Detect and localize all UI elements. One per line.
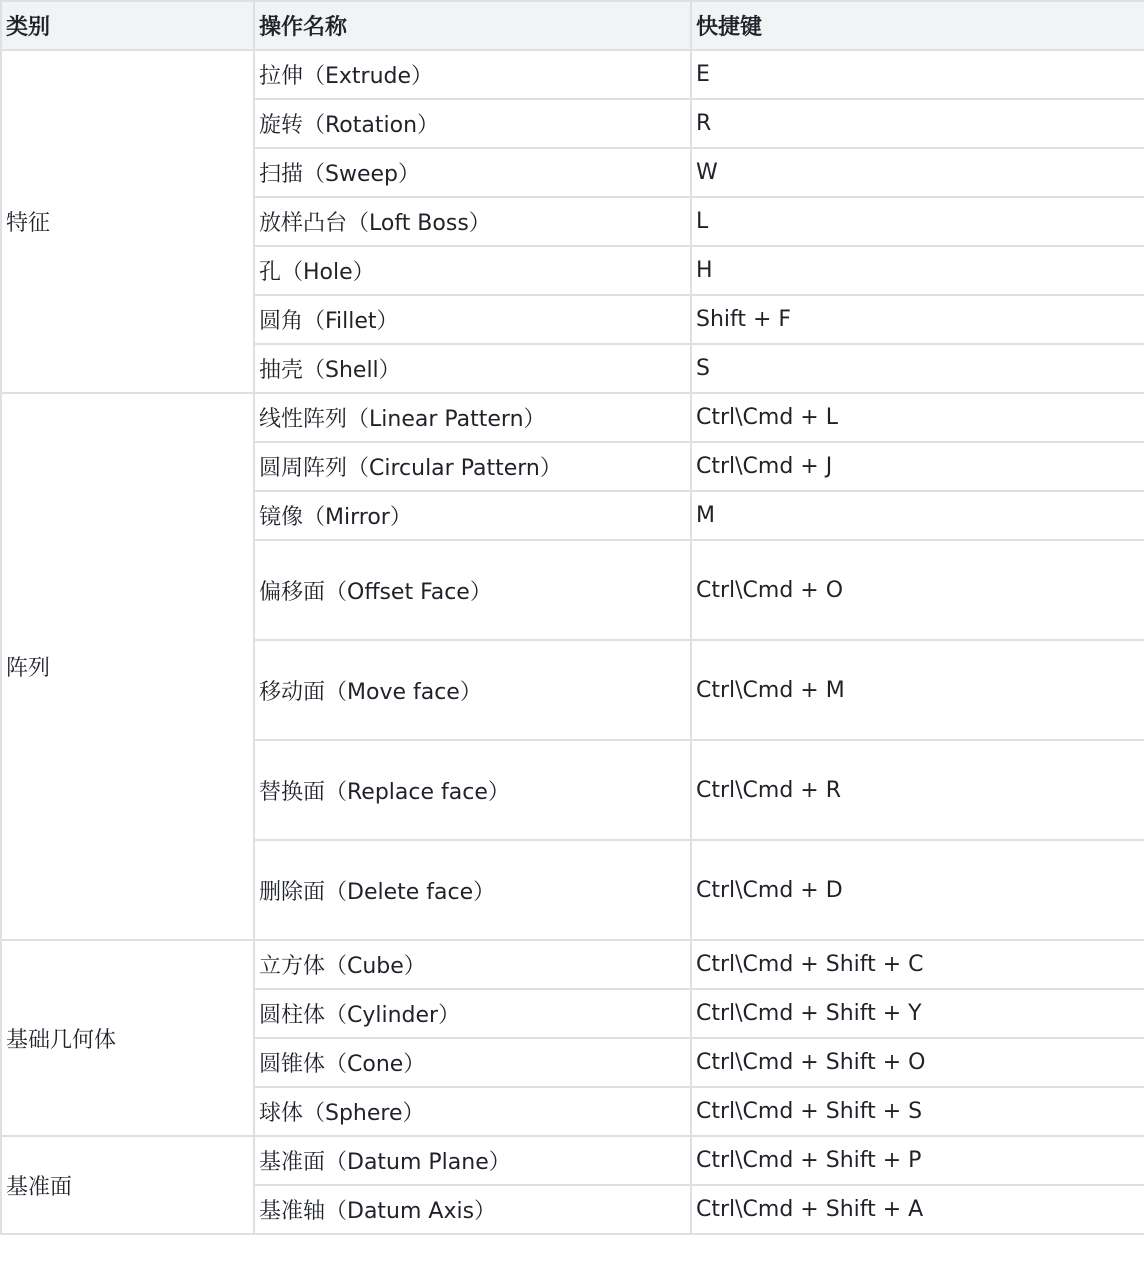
shortcut-cell: Ctrl\Cmd + Shift + C <box>691 940 1144 989</box>
operation-cell: 圆柱体（Cylinder） <box>254 989 691 1038</box>
operation-cell: 旋转（Rotation） <box>254 99 691 148</box>
operation-cell: 拉伸（Extrude） <box>254 50 691 99</box>
operation-cell: 基准轴（Datum Axis） <box>254 1185 691 1234</box>
operation-cell: 扫描（Sweep） <box>254 148 691 197</box>
shortcut-cell: Ctrl\Cmd + R <box>691 740 1144 840</box>
category-cell: 基准面 <box>1 1136 254 1234</box>
operation-cell: 删除面（Delete face） <box>254 840 691 940</box>
shortcut-cell: W <box>691 148 1144 197</box>
operation-cell: 放样凸台（Loft Boss） <box>254 197 691 246</box>
operation-cell: 抽壳（Shell） <box>254 344 691 393</box>
shortcut-cell: R <box>691 99 1144 148</box>
operation-cell: 镜像（Mirror） <box>254 491 691 540</box>
operation-cell: 移动面（Move face） <box>254 640 691 740</box>
shortcut-cell: Shift + F <box>691 295 1144 344</box>
operation-cell: 立方体（Cube） <box>254 940 691 989</box>
shortcut-cell: Ctrl\Cmd + Shift + P <box>691 1136 1144 1185</box>
shortcut-cell: Ctrl\Cmd + Shift + S <box>691 1087 1144 1136</box>
header-shortcut: 快捷键 <box>691 1 1144 50</box>
shortcut-cell: E <box>691 50 1144 99</box>
category-cell: 基础几何体 <box>1 940 254 1136</box>
category-cell: 特征 <box>1 50 254 393</box>
table-row <box>1 50 1144 99</box>
operation-cell: 圆周阵列（Circular Pattern） <box>254 442 691 491</box>
shortcut-cell: M <box>691 491 1144 540</box>
table-row <box>1 393 1144 442</box>
shortcut-cell: Ctrl\Cmd + Shift + O <box>691 1038 1144 1087</box>
shortcut-cell: S <box>691 344 1144 393</box>
operation-cell: 线性阵列（Linear Pattern） <box>254 393 691 442</box>
operation-cell: 孔（Hole） <box>254 246 691 295</box>
shortcut-cell: H <box>691 246 1144 295</box>
shortcut-cell: Ctrl\Cmd + M <box>691 640 1144 740</box>
category-cell: 阵列 <box>1 393 254 940</box>
header-category: 类别 <box>1 1 254 50</box>
shortcut-cell: Ctrl\Cmd + O <box>691 540 1144 640</box>
operation-cell: 基准面（Datum Plane） <box>254 1136 691 1185</box>
shortcut-cell: Ctrl\Cmd + L <box>691 393 1144 442</box>
shortcut-cell: Ctrl\Cmd + Shift + A <box>691 1185 1144 1234</box>
table-row <box>1 940 1144 989</box>
header-operation: 操作名称 <box>254 1 691 50</box>
shortcut-cell: Ctrl\Cmd + D <box>691 840 1144 940</box>
shortcut-cell: Ctrl\Cmd + J <box>691 442 1144 491</box>
shortcut-cell: L <box>691 197 1144 246</box>
operation-cell: 替换面（Replace face） <box>254 740 691 840</box>
operation-cell: 圆角（Fillet） <box>254 295 691 344</box>
header-row <box>1 1 1144 50</box>
operation-cell: 球体（Sphere） <box>254 1087 691 1136</box>
table-row <box>1 1136 1144 1185</box>
operation-cell: 圆锥体（Cone） <box>254 1038 691 1087</box>
shortcut-cell: Ctrl\Cmd + Shift + Y <box>691 989 1144 1038</box>
operation-cell: 偏移面（Offset Face） <box>254 540 691 640</box>
